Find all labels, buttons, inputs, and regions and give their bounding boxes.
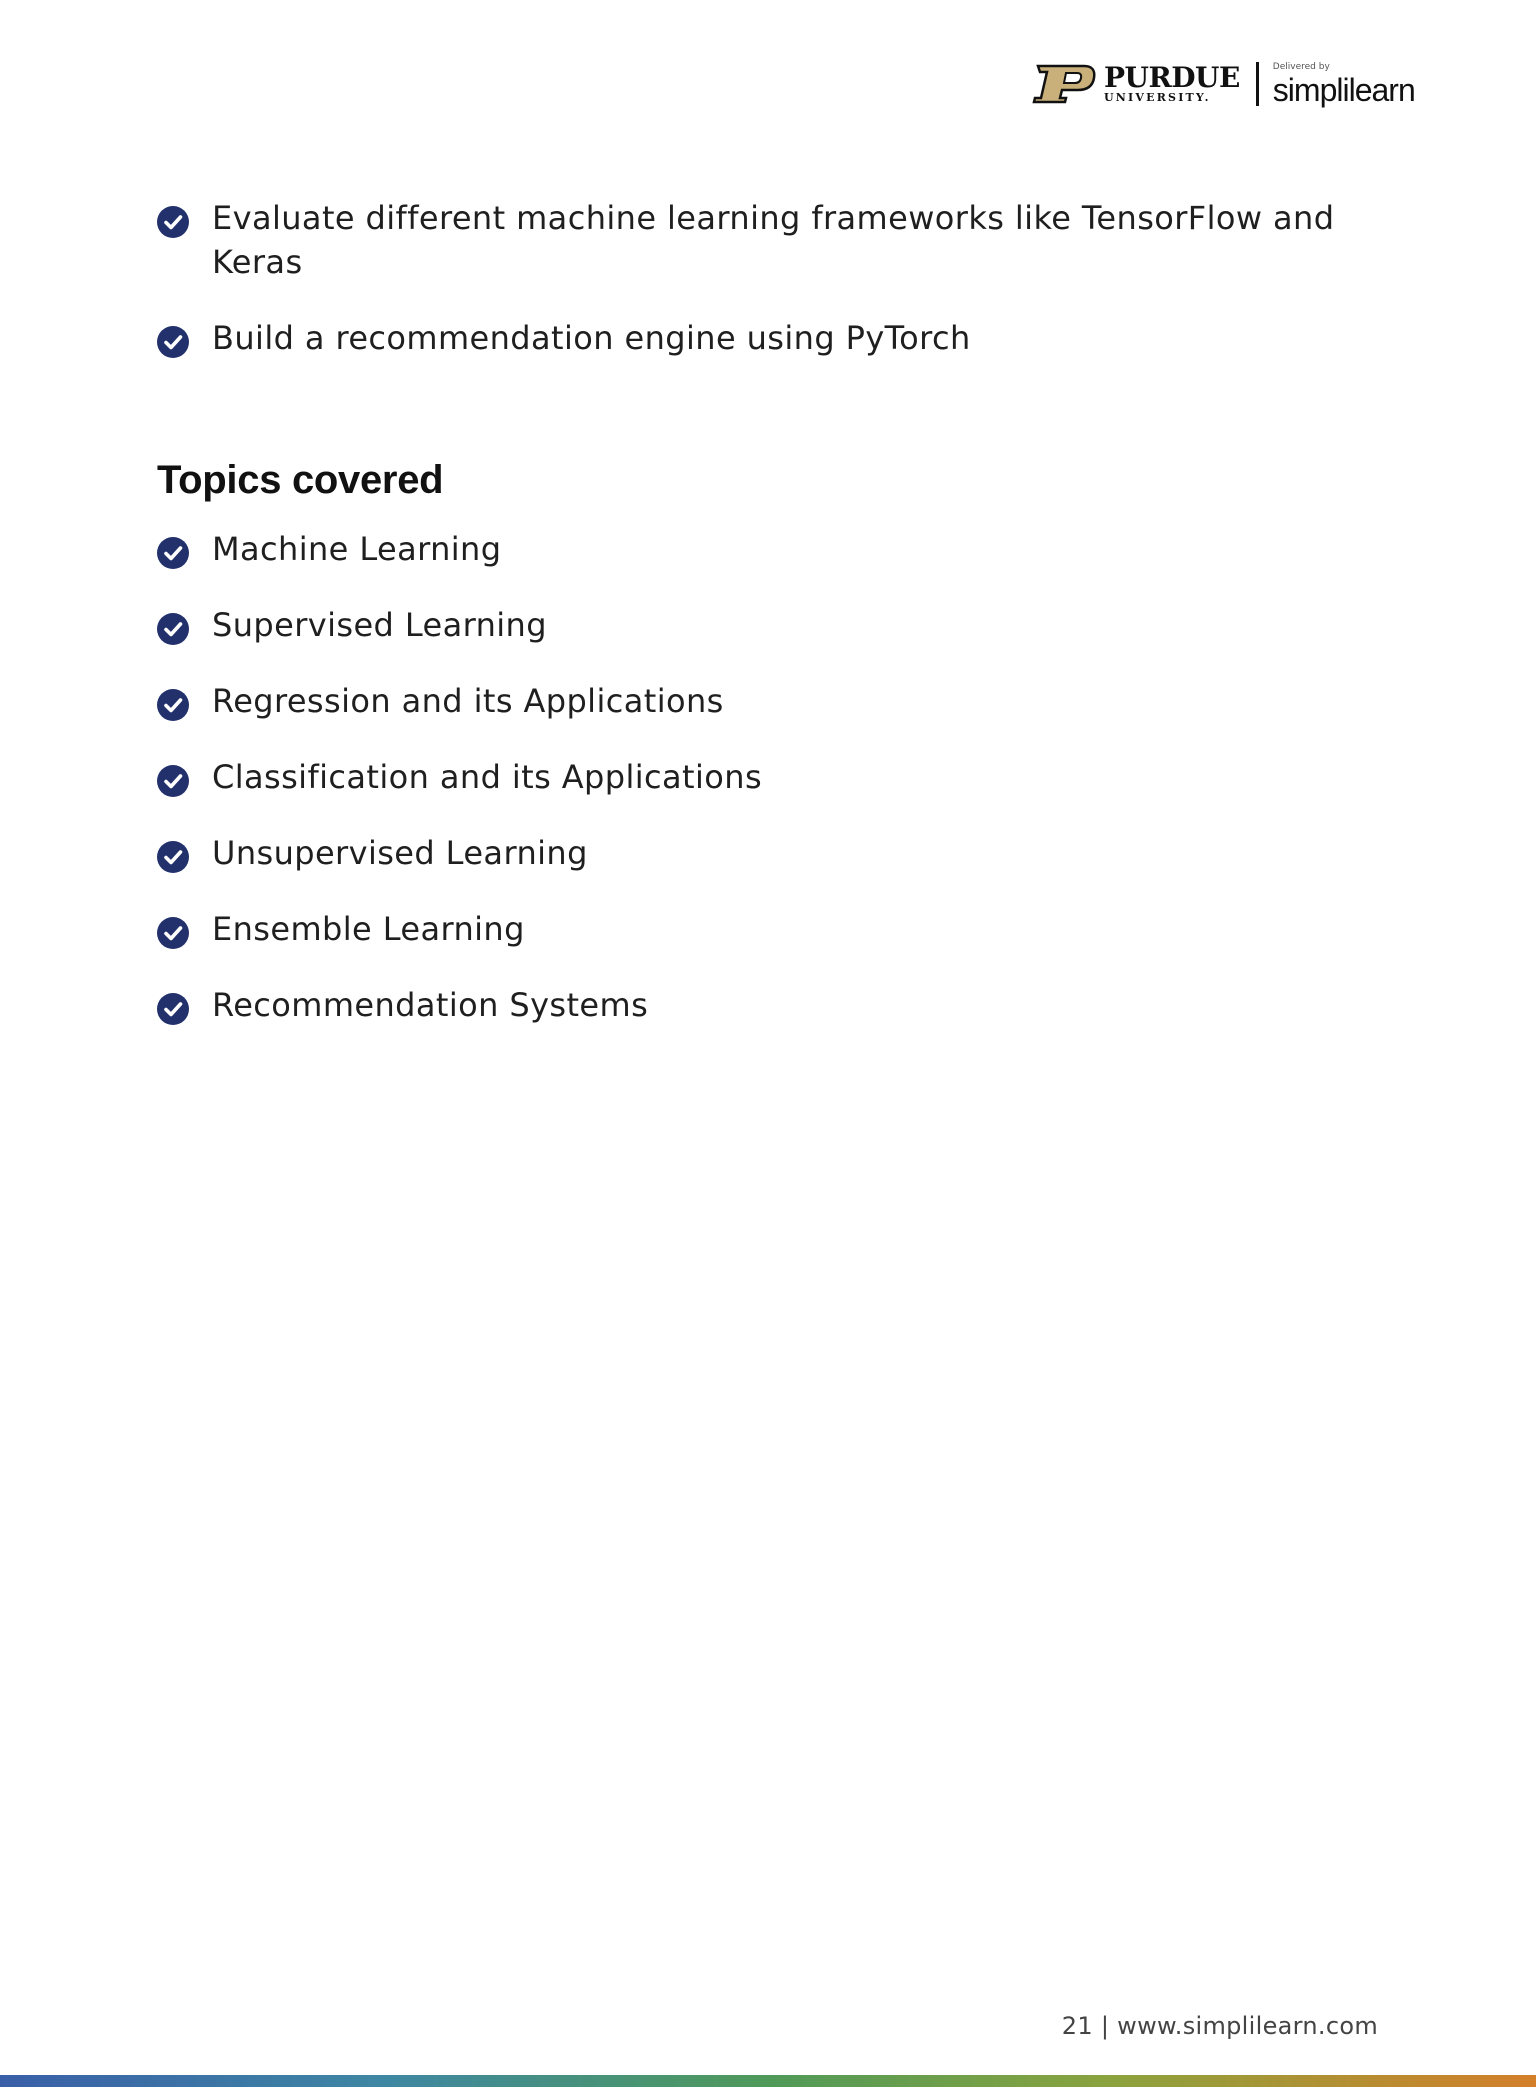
purdue-sub: UNIVERSITY. <box>1104 91 1211 104</box>
topic-text: Machine Learning <box>212 530 502 568</box>
delivered-by-label: Delivered by <box>1272 62 1330 72</box>
page-footer: 21 | www.simplilearn.com <box>1061 2012 1378 2040</box>
topics-heading: Topics covered <box>157 458 444 502</box>
main-content <box>156 196 1386 1059</box>
list-item <box>156 755 1386 799</box>
check-circle-icon <box>156 764 190 798</box>
topic-text: Ensemble Learning <box>212 910 525 948</box>
topic-text: Supervised Learning <box>212 606 547 644</box>
list-item <box>156 316 1386 360</box>
objective-text: Evaluate different machine learning frameworks like TensorFlow and Keras <box>212 199 1335 281</box>
list-item <box>156 196 1386 284</box>
check-circle-icon <box>156 205 190 239</box>
simplilearn-logo <box>1273 62 1415 106</box>
objective-text: Build a recommendation engine using PyTorch <box>212 319 971 357</box>
list-item <box>156 831 1386 875</box>
list-item <box>156 983 1386 1027</box>
purdue-name: PURDUE <box>1104 61 1240 94</box>
list-item <box>156 907 1386 951</box>
check-circle-icon <box>156 688 190 722</box>
topic-text: Regression and its Applications <box>212 682 724 720</box>
check-circle-icon <box>156 612 190 646</box>
topic-text: Classification and its Applications <box>212 758 763 796</box>
check-circle-icon <box>156 840 190 874</box>
logo-divider <box>1256 62 1259 106</box>
purdue-wordmark <box>1104 61 1240 104</box>
simplilearn-wordmark: simplilearn <box>1272 72 1415 108</box>
list-item <box>156 603 1386 647</box>
check-circle-icon <box>156 916 190 950</box>
check-circle-icon <box>156 536 190 570</box>
list-item <box>156 679 1386 723</box>
list-item <box>156 527 1386 571</box>
purdue-p-logo <box>1028 64 1098 104</box>
objectives-list <box>156 196 1386 360</box>
check-circle-icon <box>156 992 190 1026</box>
topic-text: Recommendation Systems <box>212 986 649 1024</box>
check-circle-icon <box>156 325 190 359</box>
footer-gradient-bar <box>0 2075 1536 2087</box>
topic-text: Unsupervised Learning <box>212 834 588 872</box>
header-logos <box>1028 56 1415 112</box>
topics-list <box>156 527 1386 1027</box>
